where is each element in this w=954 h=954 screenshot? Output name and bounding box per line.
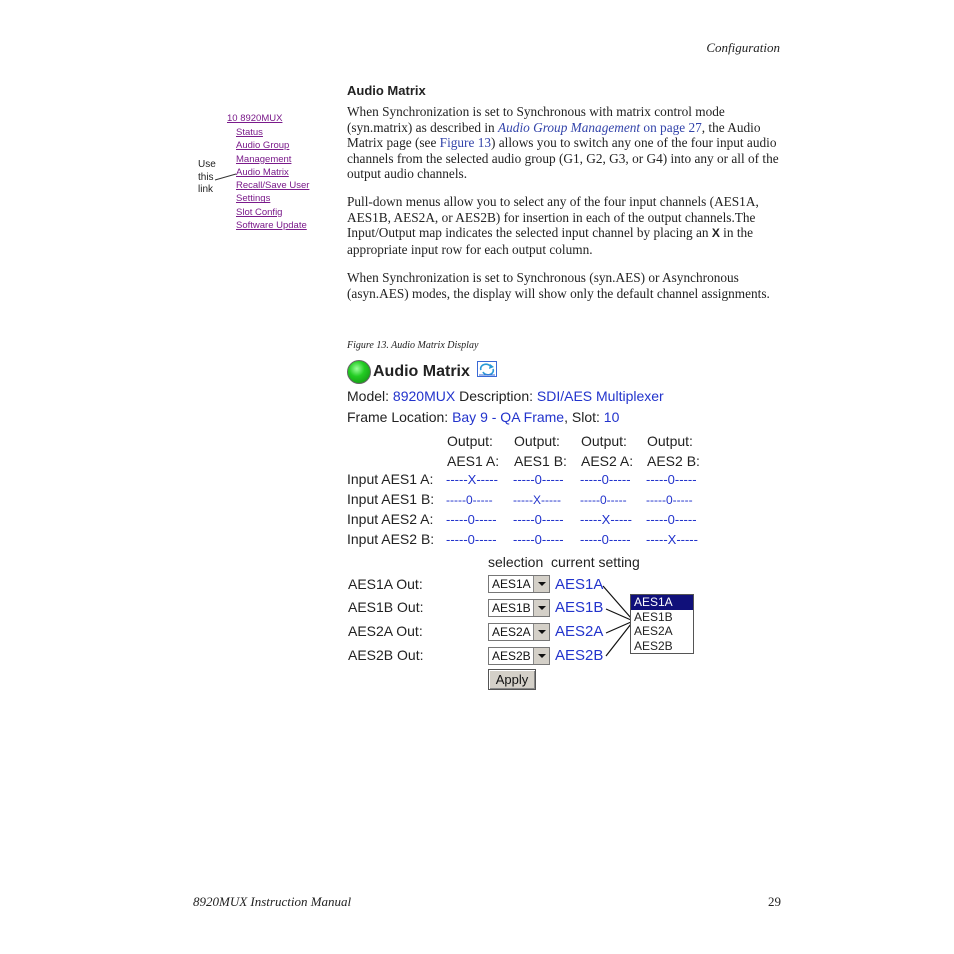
matrix-cell: -----0----- bbox=[446, 512, 497, 527]
nav-item-audio-matrix[interactable]: Audio Matrix bbox=[236, 166, 289, 178]
column-header bbox=[447, 431, 499, 471]
matrix-cell: -----0----- bbox=[446, 493, 493, 507]
link-figure-13[interactable]: Figure 13 bbox=[439, 135, 492, 151]
matrix-cell: -----X----- bbox=[446, 472, 498, 487]
callout-line-3: link bbox=[198, 184, 214, 195]
matrix-cell: -----X----- bbox=[513, 493, 561, 507]
link-audio-group-management[interactable]: Audio Group Management bbox=[498, 119, 641, 135]
output-label: AES2A Out: bbox=[348, 623, 423, 639]
column-header bbox=[514, 431, 567, 471]
paragraph-2 bbox=[347, 194, 781, 257]
model-value: 8920MUX bbox=[392, 388, 456, 404]
section-title: Audio Matrix bbox=[347, 83, 426, 98]
link-page-27[interactable]: on page 27 bbox=[640, 119, 702, 135]
callout-line-2: this bbox=[198, 171, 214, 183]
matrix-cell: -----X----- bbox=[580, 512, 632, 527]
running-header: Configuration bbox=[706, 40, 780, 55]
output-label: AES1A Out: bbox=[348, 576, 423, 592]
status-led-icon bbox=[347, 360, 371, 384]
frame-location-label: Frame Location: bbox=[347, 409, 449, 425]
model-line bbox=[347, 388, 664, 404]
footer-page-number: 29 bbox=[768, 894, 781, 909]
matrix-cell: -----0----- bbox=[646, 512, 697, 527]
nav-item-status[interactable]: Status bbox=[236, 127, 263, 138]
dropdown-option[interactable]: AES2A bbox=[634, 624, 673, 638]
dropdown-option[interactable]: AES1A bbox=[631, 595, 693, 610]
paragraph-3: When Synchronization is set to Synchronous (syn.AES) or Asynchronous (asyn.AES) modes, the display will show only the default channel assignments. bbox=[347, 270, 770, 301]
chevron-down-icon[interactable] bbox=[533, 600, 549, 616]
column-header-line1: Output: bbox=[447, 433, 493, 449]
current-setting-value: AES1B bbox=[555, 599, 604, 616]
select-value: AES2B bbox=[492, 649, 531, 663]
nav-item-settings[interactable]: Settings bbox=[236, 193, 271, 205]
matrix-row-label: Input AES2 B: bbox=[347, 531, 435, 547]
figure-caption: Figure 13. Audio Matrix Display bbox=[347, 340, 479, 351]
matrix-cell: -----0----- bbox=[646, 472, 697, 487]
matrix-cell: -----0----- bbox=[513, 472, 564, 487]
nav-item-software-update[interactable]: Software Update bbox=[236, 220, 307, 232]
column-header-line1: Output: bbox=[514, 433, 560, 449]
figure-title: Audio Matrix bbox=[373, 363, 470, 380]
nav-item-audio-group[interactable]: Audio Group bbox=[236, 140, 290, 152]
dropdown-callout-lines bbox=[600, 584, 634, 664]
column-header-line1: Output: bbox=[581, 433, 627, 449]
description-label: Description: bbox=[459, 388, 533, 404]
output-select-aes1a[interactable] bbox=[488, 575, 550, 593]
callout-line-1: Use bbox=[198, 159, 216, 170]
p1-text-b: , the Audio Matrix page (see bbox=[347, 119, 761, 151]
output-select-aes2b[interactable] bbox=[488, 647, 550, 665]
matrix-row-label: Input AES1 B: bbox=[347, 491, 435, 507]
nav-menu bbox=[236, 126, 309, 232]
matrix-cell: -----0----- bbox=[513, 532, 564, 547]
description-value: SDI/AES Multiplexer bbox=[536, 388, 664, 404]
current-setting-value: AES1A bbox=[555, 576, 604, 593]
column-header bbox=[581, 431, 633, 471]
p2-text-b: in the appropriate input row for each output column. bbox=[347, 225, 754, 257]
dropdown-option[interactable]: AES1B bbox=[634, 609, 673, 624]
current-setting-value: AES2A bbox=[555, 623, 604, 640]
nav-device-link-wrap bbox=[227, 112, 282, 125]
selection-header: selection bbox=[488, 554, 544, 570]
column-header-line2: AES1 B: bbox=[514, 453, 567, 469]
output-select-aes1b[interactable] bbox=[488, 599, 550, 617]
column-header-line2: AES2 B: bbox=[647, 453, 700, 469]
slot-label: , Slot: bbox=[564, 409, 600, 425]
paragraph-1 bbox=[347, 104, 781, 182]
matrix-row-label: Input AES2 A: bbox=[347, 511, 434, 527]
p2-x-mark: X bbox=[711, 226, 720, 241]
select-value: AES2A bbox=[492, 625, 531, 639]
matrix-row-label: Input AES1 A: bbox=[347, 471, 434, 487]
chevron-down-icon[interactable] bbox=[533, 624, 549, 640]
model-label: Model: bbox=[347, 388, 390, 404]
matrix-cell: -----0----- bbox=[580, 532, 631, 547]
nav-item-slot-config[interactable]: Slot Config bbox=[236, 206, 283, 218]
apply-button[interactable]: Apply bbox=[488, 669, 536, 690]
nav-item-recall-save-user[interactable]: Recall/Save User bbox=[236, 180, 310, 192]
selection-headers bbox=[488, 554, 640, 570]
output-label: AES1B Out: bbox=[348, 599, 424, 615]
select-value: AES1A bbox=[492, 577, 531, 591]
matrix-cell: -----0----- bbox=[580, 472, 631, 487]
refresh-icon[interactable] bbox=[477, 361, 497, 377]
dropdown-options-list bbox=[630, 594, 694, 654]
column-header bbox=[647, 431, 700, 471]
frame-location-value: Bay 9 - QA Frame bbox=[452, 409, 565, 425]
matrix-cell: -----X----- bbox=[646, 532, 698, 547]
matrix-cell: -----0----- bbox=[513, 512, 564, 527]
output-select-aes2a[interactable] bbox=[488, 623, 550, 641]
chevron-down-icon[interactable] bbox=[533, 576, 549, 592]
p1-text-c: ) allows you to switch any one of the four input audio channels from the selected audio group (G1, G2, G3, or G4) into any or all of the output audio channels. bbox=[347, 135, 779, 182]
p2-text-a: Pull-down menus allow you to select any of the four input channels (AES1A, AES1B, AES2A, or AES2B) for insertion in each of the output channels.The Input/Output map indicates the selected input channel by placing an bbox=[347, 194, 759, 241]
chevron-down-icon[interactable] bbox=[533, 648, 549, 664]
nav-item-management[interactable]: Management bbox=[236, 153, 292, 165]
select-value: AES1B bbox=[492, 601, 531, 615]
column-header-line2: AES1 A: bbox=[447, 453, 500, 469]
dropdown-option[interactable]: AES2B bbox=[634, 638, 673, 653]
p1-text-a: When Synchronization is set to Synchronous with matrix control mode (syn.matrix) as described in bbox=[347, 104, 725, 135]
column-header-line2: AES2 A: bbox=[581, 453, 634, 469]
callout-pointer-line bbox=[214, 168, 238, 182]
current-setting-header: current setting bbox=[551, 554, 640, 570]
matrix-cell: -----0----- bbox=[646, 493, 693, 507]
output-label: AES2B Out: bbox=[348, 647, 424, 663]
column-header-line1: Output: bbox=[647, 433, 693, 449]
matrix-cell: -----0----- bbox=[580, 493, 627, 507]
footer-manual-title: 8920MUX Instruction Manual bbox=[193, 894, 352, 909]
frame-location-line bbox=[347, 409, 619, 425]
current-setting-value: AES2B bbox=[555, 647, 604, 664]
matrix-cell: -----0----- bbox=[446, 532, 497, 547]
nav-device-link[interactable]: 10 8920MUX bbox=[227, 113, 283, 124]
slot-value: 10 bbox=[603, 409, 620, 425]
